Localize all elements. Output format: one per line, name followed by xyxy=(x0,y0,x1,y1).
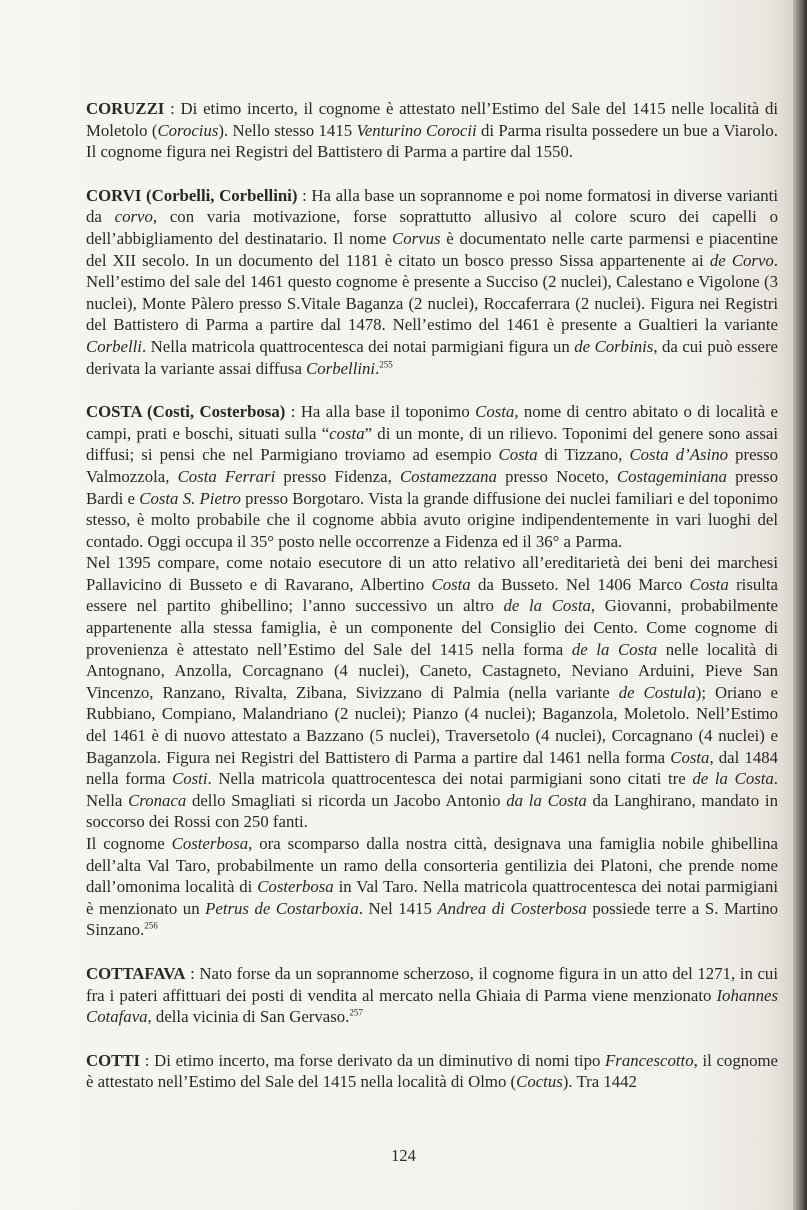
italic-term: Costerbosa xyxy=(257,877,334,897)
text-body xyxy=(86,98,778,1093)
italic-term: de Costula xyxy=(618,682,696,702)
italic-term: da la Costa xyxy=(506,790,587,810)
entry-paragraph: COTTAFAVA : Nato forse da un soprannome scherzoso, il cognome figura in un atto del 1271, in cui fra i pateri affittuari dei posti di vendita al mercato nella Ghiaia di Parma viene menzionato Iohannes Cotafava, della vicinia di San Gervaso.$^{257}$ xyxy=(86,963,778,1027)
italic-term: Petrus de Costarboxia xyxy=(205,898,359,918)
entry-paragraph: COSTA (Costi, Costerbosa) : Ha alla base il toponimo Costa, nome di centro abitato o di località e campi, prati e boschi, situati sulla “costa” di un monte, di un rilievo. Toponimi del genere sono assai diffusi; si pensi che nel Parmigiano troviamo ad esempio Costa di Tizzano, Costa d’Asino presso Valmozzola, Costa Ferrari presso Fidenza, Costamezzana presso Noceto, Costageminiana presso Bardi e Costa S. Pietro presso Borgotaro. Vista la grande diffusione dei nuclei familiari e del toponimo stesso, è molto probabile che il cognome abbia avuto origine indipendentemente in vari luoghi del contado. Oggi occupa il 35° posto nelle occorrenze a Fidenza ed il 36° a Parma. xyxy=(86,402,779,551)
entry-paragraph: Nel 1395 compare, come notaio esecutore di un atto relativo all’ereditarietà dei beni dei marchesi Pallavicino di Busseto e di Ravarano, Albertino Costa da Busseto. Nel 1406 Marco Costa risulta essere nel partito ghibellino; l’anno successivo un altro de la Costa, Giovanni, probabilmente appartenente alla stessa famiglia, è un componente del Consiglio dei Cento. Come cognome di provenienza è attestato nell’Estimo del Sale del 1415 nella forma de la Costa nelle località di Antognano, Anzolla, Corcagnano (4 nuclei), Caneto, Castagneto, Neviano Arduini, Pieve San Vincenzo, Ranzano, Rivalta, Zibana, Sivizzano di Palmia (nella variante de Costula); Oriano e Rubbiano, Compiano, Malandriano (2 nuclei); Pianzo (4 nuclei); Baganzola, Moletolo. Nell’Estimo del 1461 è di nuovo attestato a Bazzano (5 nuclei), Traversetolo (4 nuclei), Corcagnano (4 nuclei) e Baganzola. Figura nei Registri del Battistero di Parma a partire dal 1461 nella forma Costa, dal 1484 nella forma Costi. Nella matricola quattrocentesca dei notai parmigiani sono citati tre de la Costa. Nella Cronaca dello Smagliati si ricorda un Jacobo Antonio da la Costa da Langhirano, mandato in soccorso dei Rossi con 250 fanti. xyxy=(86,553,779,832)
italic-term: Corbellini xyxy=(306,358,376,378)
entry-gap xyxy=(86,379,778,401)
italic-term: Costa xyxy=(431,574,471,594)
entry-paragraph: CORUZZI : Di etimo incerto, il cognome è attestato nell’Estimo del Sale del 1415 nelle località di Moletolo (Corocius). Nello stesso 1415 Venturino Corocii di Parma risulta possedere un bue a Viarolo. Il cognome figura nei Registri del Battistero di Parma a partire dal 1550. xyxy=(86,99,779,162)
entry-gap xyxy=(86,941,778,963)
footnote-ref: 256 xyxy=(144,920,158,931)
italic-term: Venturino Corocii xyxy=(356,120,477,140)
italic-term: costa xyxy=(329,423,365,443)
entry-paragraph: Il cognome Costerbosa, ora scomparso dalla nostra città, designava una famiglia nobile ghibellina dell’alta Val Taro, probabilmente un ramo della consorteria gentilizia dei Platoni, che prende nome dall’omonima località di Costerbosa in Val Taro. Nella matricola quattrocentesca dei notai parmigiani è menzionato un Petrus de Costarboxia. Nel 1415 Andrea di Costerbosa possiede terre a S. Martino Sinzano.$^{256}$ xyxy=(86,834,779,940)
italic-term: corvo xyxy=(114,207,153,227)
entry-paragraph: CORVI (Corbelli, Corbellini) : Ha alla base un soprannome e poi nome formatosi in diverse varianti da corvo, con varia motivazione, forse soprattutto allusivo al colore scuro dei capelli o dell’abbigliamento del destinatario. Il nome Corvus è documentato nelle carte parmensi e piacentine del XII secolo. In un documento del 1181 è citato un bosco presso Sissa appartenente ai de Corvo. Nell’estimo del sale del 1461 questo cognome è presente a Succiso (2 nuclei), Calestano e Vigolone (3 nuclei), Monte Pàlero presso S.Vitale Baganza (2 nuclei), Roccaferrara (2 nuclei). Figura nei Registri del Battistero di Parma a partire dal 1478. Nell’estimo del 1461 è presente a Gualtieri la variante Corbelli. Nella matricola quattrocentesca dei notai parmigiani figura un de Corbinis, da cui può essere derivata la variante assai diffusa Corbellini.$^{255}$ xyxy=(86,185,778,378)
footnote-ref: 255 xyxy=(379,358,393,369)
italic-term: Costa xyxy=(498,445,538,465)
entry-corvi xyxy=(86,185,778,379)
entry-cotti xyxy=(86,1050,778,1093)
footnote-ref: 257 xyxy=(349,1007,363,1018)
italic-term: Costa Ferrari xyxy=(177,466,276,486)
italic-term: de Corvo xyxy=(709,250,774,270)
entry-headword: COTTAFAVA xyxy=(86,963,186,983)
italic-term: Cronaca xyxy=(128,790,187,810)
italic-term: de la Costa xyxy=(692,769,774,789)
entry-paragraph: COTTI : Di etimo incerto, ma forse derivato da un diminutivo di nomi tipo Francescotto, il cognome è attestato nell’Estimo del Sale del 1415 nella località di Olmo (Coctus). Tra 1442 xyxy=(86,1050,778,1092)
italic-term: Corbelli xyxy=(86,336,142,356)
italic-term: Costamezzana xyxy=(399,466,497,486)
book-spine-shadow xyxy=(793,0,807,1210)
italic-term: Corvus xyxy=(392,228,441,248)
italic-term: de la Costa xyxy=(503,596,591,616)
italic-term: Francescotto xyxy=(605,1050,694,1070)
italic-term: Costerbosa xyxy=(171,834,249,853)
page-number: 124 xyxy=(391,1146,416,1165)
italic-term: Andrea di Costerbosa xyxy=(437,898,587,918)
italic-term: Coctus xyxy=(516,1072,563,1092)
italic-term: de la Costa xyxy=(571,639,658,659)
entry-headword: CORUZZI xyxy=(86,99,165,118)
italic-term: Costi xyxy=(172,769,208,789)
entry-headword: COSTA (Costi, Costerbosa) xyxy=(86,402,286,422)
entry-costa xyxy=(86,401,778,941)
italic-term: de Corbinis xyxy=(574,336,654,356)
italic-term: Costa xyxy=(689,574,729,594)
italic-term: Costa xyxy=(670,747,710,767)
italic-term: Costageminiana xyxy=(616,466,727,486)
italic-term: Iohannes Cotafava xyxy=(86,985,778,1027)
entry-cottafava xyxy=(86,963,778,1028)
italic-term: Costa xyxy=(475,402,515,422)
entry-headword: CORVI (Corbelli, Corbellini) xyxy=(86,185,298,205)
italic-term: Corocius xyxy=(157,120,219,140)
entry-gap xyxy=(86,163,778,185)
entry-coruzzi xyxy=(86,98,778,163)
entry-headword: COTTI xyxy=(86,1050,141,1070)
italic-term: Costa S. Pietro xyxy=(139,488,241,508)
italic-term: Costa d’Asino xyxy=(629,445,728,465)
entry-gap xyxy=(86,1028,778,1050)
